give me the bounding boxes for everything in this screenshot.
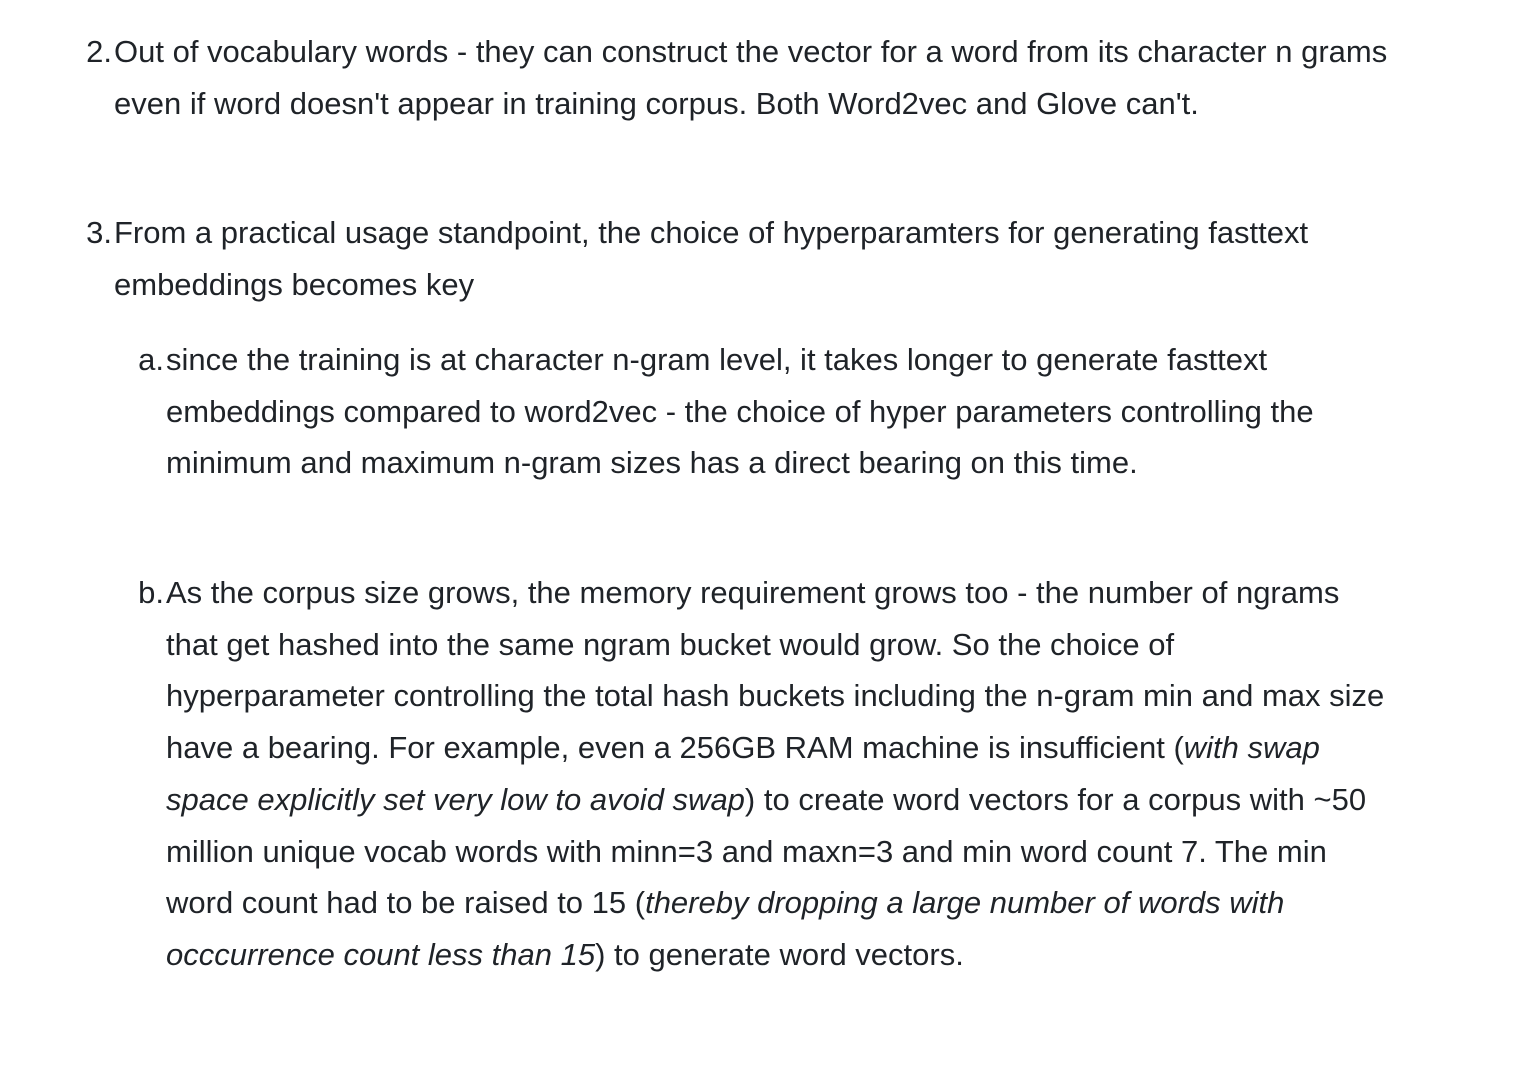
- list-item-2: [66, 26, 1424, 129]
- sub-list-item-text: [166, 567, 1391, 981]
- sub-list-marker: a.: [138, 342, 164, 377]
- list-item-3: [66, 207, 1424, 310]
- paragraph-text: Out of vocabulary words - they can construct the vector for a word from its character n grams even if word doesn't appear in training corpus. Both Word2vec and Glove can't.: [114, 34, 1388, 121]
- list-marker: 2.: [86, 34, 112, 69]
- paragraph-text: From a practical usage standpoint, the choice of hyperparamters for generating fasttext embeddings becomes key: [114, 215, 1309, 302]
- paragraph-text: ) to generate word vectors.: [595, 936, 964, 972]
- list-item-text: [114, 26, 1424, 129]
- italic-note: with swap space explicitly set very low to avoid swap: [166, 730, 1320, 817]
- list-marker: 3.: [86, 215, 112, 250]
- sub-list-marker: b.: [138, 575, 164, 610]
- paragraph-text: since the training is at character n-gram level, it takes longer to generate fasttext embeddings compared to word2vec - the choice of hyper parameters controlling the minimum and maximum n-gram sizes has a direct bearing on this time.: [166, 342, 1314, 481]
- sub-list-item-b: [120, 567, 1391, 981]
- italic-note: thereby dropping a large number of words with occcurrence count less than 15: [166, 885, 1285, 972]
- sub-list-item-text: [166, 334, 1391, 489]
- paragraph-text: As the corpus size grows, the memory requirement grows too - the number of ngrams that get hashed into the same ngram bucket would grow. So the choice of hyperparameter controlling the total hash buckets including the n-gram min and max size have a bearing. For example, even a 256GB RAM machine is insufficient (: [166, 575, 1385, 766]
- paragraph-text: ) to create word vectors for a corpus with ~50 million unique vocab words with minn=3 and maxn=3 and min word count 7. The min word count had to be raised to 15 (: [166, 781, 1367, 921]
- list-item-text: [114, 207, 1424, 310]
- sub-list-item-a: [120, 334, 1391, 489]
